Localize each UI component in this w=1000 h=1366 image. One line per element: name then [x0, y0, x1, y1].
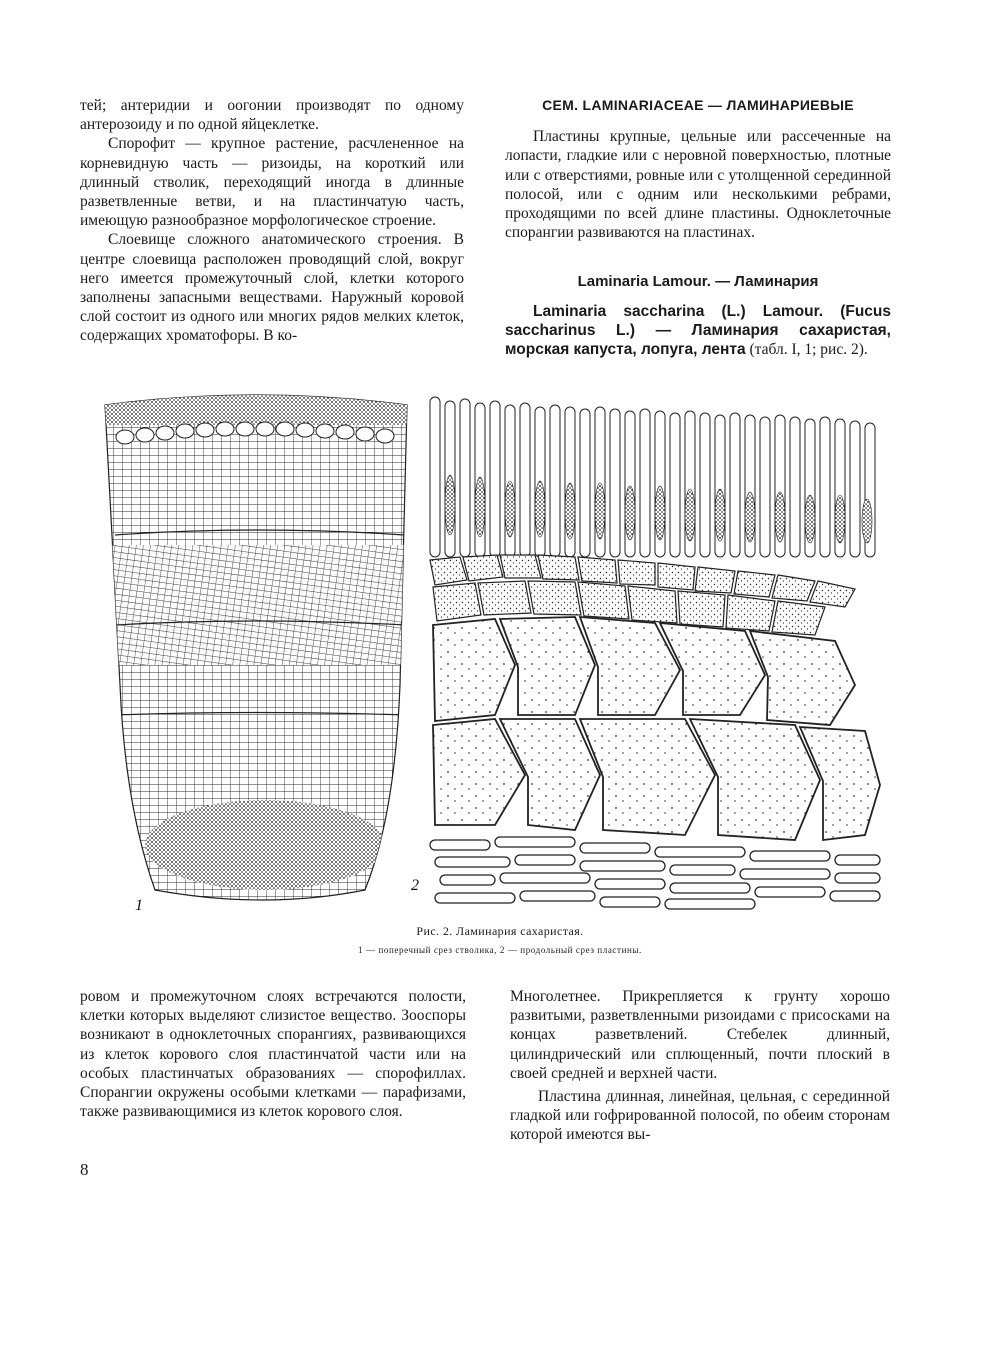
- caption-title: Рис. 2. Ламинария сахаристая.: [416, 924, 584, 938]
- paragraph: тей; антеридии и оогонии производят по одному антерозоиду и по одной яйцеклетке.: [80, 97, 464, 134]
- page-number: 8: [80, 1160, 89, 1179]
- paragraph: Пластина длинная, линейная, цельная, с серединной гладкой или гофрированной полосой, по обеим сторонам которой имеются вы-: [510, 1088, 890, 1144]
- figure-label-1: 1: [135, 897, 143, 914]
- species-paragraph: [505, 302, 891, 360]
- blade-longitudinal-section: [425, 397, 885, 909]
- column-right-top: [505, 96, 891, 359]
- paragraph: Слоевище сложного анатомического строения. В центре слоевища расположен проводящий слой, вокруг него имеется промежуточный слой, клетки которого заполнены запасными веществами. Наружный коровой слой состоит из одного или многих рядов мелких клеток, содержащих хроматофоры. В ко-: [80, 231, 464, 345]
- family-heading: СЕМ. LAMINARIACEAE — ЛАМИНАРИЕВЫЕ: [542, 97, 854, 113]
- paragraph: Пластины крупные, цельные или рассеченные на лопасти, гладкие или с неровной поверхностью, плотные или с отверстиями, ровные или с утолщенной серединной полосой, или с одним или несколькими ребрами, проходящими по всей длине пластины. Одноклеточные спорангии развиваются на пластинах.: [505, 128, 891, 242]
- figure-caption: [0, 924, 1000, 955]
- figure-laminaria-sections: [95, 385, 895, 920]
- paragraph: ровом и промежуточном слоях встречаются полости, клетки которых выделяют слизистое вещество. Зооспоры возникают в одноклеточных спорангиях, развивающихся из клеток корового слоя пластинчатой части или на особых пластинчатых образованиях — спорофиллах. Спорангии окружены особыми клетками — парафизами, также развивающимися из клеток корового слоя.: [80, 988, 466, 1121]
- column-right-bottom: [510, 987, 890, 1145]
- paragraph: Спорофит — крупное растение, расчлененное на корневидную часть — ризоиды, на короткий или длинный стволик, переходящий иногда в длинные разветвленные ветви, и на пластинчатую часть, имеющую разнообразное морфологическое строение.: [80, 135, 464, 230]
- species-name: Laminaria saccharina (L.) Lamour. (Fucus saccharinus L.) — Ламинария сахаристая, морская капуста, лопуга, лента: [505, 302, 891, 359]
- caption-legend: 1 — поперечный срез стволика, 2 — продольный срез пластины.: [358, 945, 642, 955]
- stipe-cross-section: [95, 385, 425, 900]
- figure-label-2: 2: [411, 877, 419, 894]
- column-left-top: [80, 96, 464, 346]
- figure-reference: (табл. I, 1; рис. 2).: [745, 341, 868, 359]
- paragraph: Многолетнее. Прикрепляется к грунту хорошо развитыми, разветвленными ризоидами с присосками на концах разветвлений. Стебелек длинный, цилиндрический или сплющенный, почти плоский в своей средней и верхней части.: [510, 988, 890, 1082]
- column-left-bottom: [80, 987, 466, 1121]
- genus-heading: Laminaria Lamour. — Ламинария: [577, 273, 819, 291]
